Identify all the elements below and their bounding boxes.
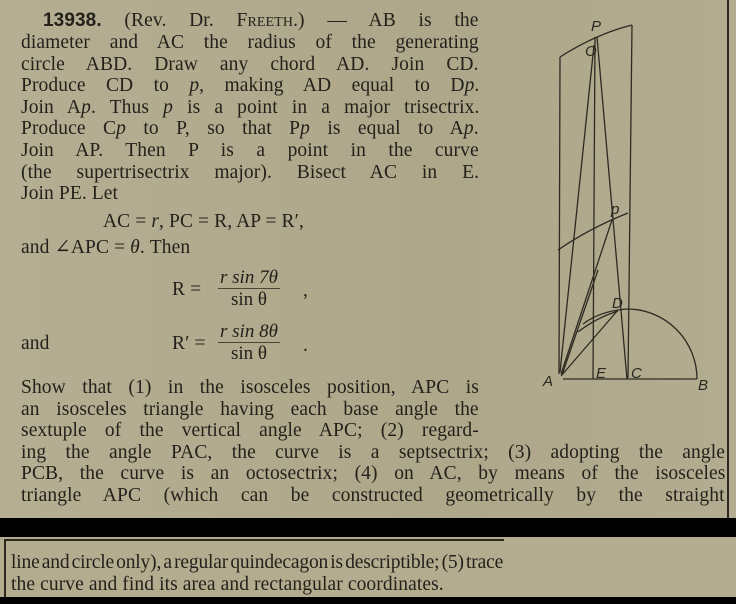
formula1-denominator: sin θ: [230, 289, 267, 310]
page-bottom-section: [0, 537, 736, 597]
text-segment: p: [81, 97, 91, 118]
text-segment: r: [151, 211, 160, 232]
text-segment: ing the angle PAC, the curve is a septsectrix; (3) adopting the angle: [21, 442, 726, 463]
formula2-prefix: and: [21, 333, 50, 354]
label-p: p: [611, 201, 620, 218]
text-segment: . Then: [139, 237, 191, 258]
column-rule: [727, 0, 729, 518]
text-segment: p: [300, 118, 310, 139]
text-segment: Join A: [21, 97, 82, 118]
text-segment: PCB, the curve is an octosectrix; (4) on AC, by means of the isosceles: [21, 463, 726, 484]
left-rule: [4, 541, 6, 597]
text-segment: Produce C: [21, 118, 117, 139]
text-segment: to P, so that P: [125, 118, 301, 139]
formula1-lhs: R =: [172, 279, 202, 300]
label-B: B: [698, 377, 709, 394]
line-PE: [593, 37, 595, 379]
label-D: D: [612, 295, 623, 312]
text-segment: p: [116, 118, 126, 139]
text-segment: AC =: [103, 211, 152, 232]
text-segment: (the supertrisectrix major). Bisect AC in E.: [21, 162, 480, 183]
text-segment: line and circle only), a regular quindecagon is descriptible; (5) trace: [11, 552, 504, 573]
label-O: O: [585, 43, 597, 60]
text-segment: p: [163, 97, 173, 118]
top-rule: [4, 539, 504, 541]
text-segment: is a point in a major trisectrix.: [173, 97, 480, 118]
text-line: [11, 552, 503, 573]
label-C: C: [631, 365, 642, 382]
text-segment: the curve and find its area and rectangular coordinates.: [11, 574, 444, 595]
inner-arc: [578, 311, 618, 332]
label-P: P: [591, 18, 602, 35]
text-segment: diameter and AC the radius of the generating: [21, 32, 479, 53]
text-segment: Produce CD to: [21, 75, 190, 96]
text-segment: Join PE. Let: [21, 183, 119, 204]
text-segment: (Rev. Dr.: [124, 10, 237, 31]
text-segment: θ: [130, 237, 140, 258]
text-segment: is equal to A: [309, 118, 464, 139]
text-line: [11, 574, 444, 595]
text-segment: .) — AB is the: [293, 10, 479, 31]
text-segment: .: [473, 118, 479, 139]
text-segment: sextuple of the vertical angle APC; (2) regard-: [21, 420, 479, 441]
label-A: A: [543, 373, 554, 390]
label-E: E: [596, 365, 607, 382]
formula2-lhs: R′ =: [172, 333, 206, 354]
text-segment: Show that (1) in the isosceles position, APC is: [21, 377, 479, 398]
text-segment: .: [474, 75, 480, 96]
text-segment: and ∠APC =: [21, 237, 131, 258]
text-segment: circle ABD. Draw any chord AD. Join CD.: [21, 54, 479, 75]
text-segment: , making AD equal to D: [199, 75, 465, 96]
formula2-numerator: r sin 8θ: [220, 321, 278, 342]
text-segment: p: [464, 75, 475, 96]
text-segment: p: [189, 75, 200, 96]
formula1-punct: ,: [303, 280, 308, 301]
text-segment: . Thus: [90, 97, 164, 118]
formula2-punct: .: [303, 335, 308, 356]
text-segment: p: [463, 118, 474, 139]
text-segment: Join AP. Then P is a point in the curve: [21, 140, 479, 161]
trisectrix-curve: [558, 213, 628, 250]
formula2-denominator: sin θ: [230, 343, 267, 364]
right-vertical: [628, 25, 632, 378]
left-vertical: [559, 57, 560, 374]
text-segment: triangle APC (which can be constructed geometrically by the straight: [21, 485, 725, 506]
text-segment: Freeth: [236, 10, 294, 31]
line-AO: [560, 45, 594, 372]
text-segment: an isosceles triangle having each base angle the: [21, 399, 479, 420]
formula1-numerator: r sin 7θ: [220, 267, 278, 288]
problem-number: 13938.: [43, 10, 102, 31]
text-segment: , PC = R, AP = R′,: [159, 211, 304, 232]
